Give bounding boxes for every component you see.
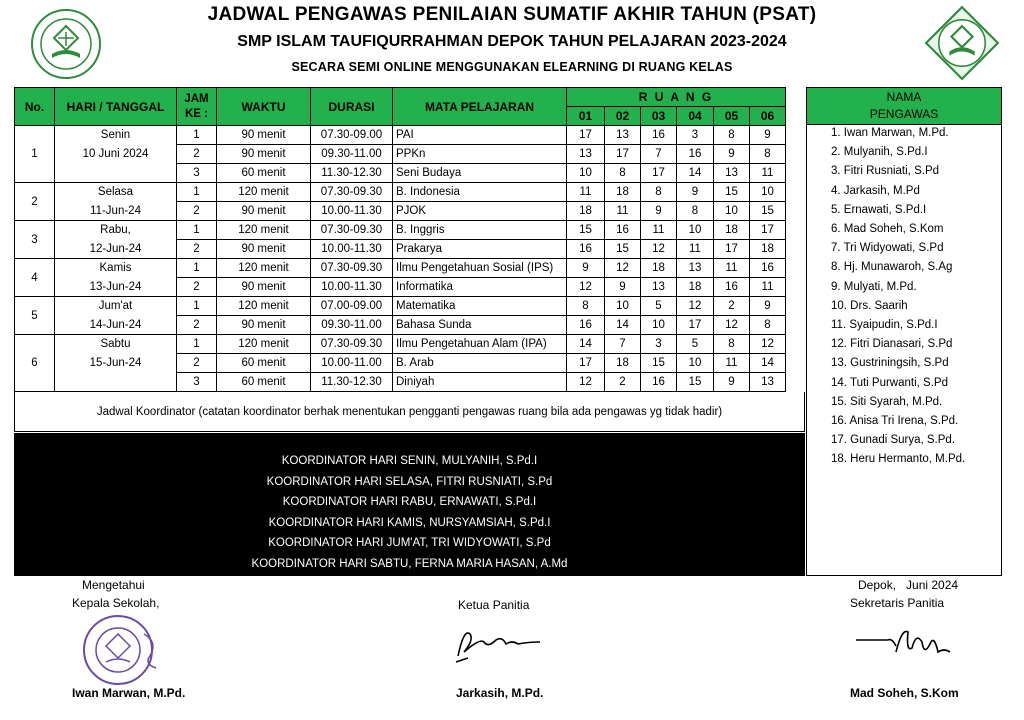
room-03-value: 11 bbox=[641, 221, 677, 240]
koordinator-item: KOORDINATOR HARI RABU, ERNAWATI, S.Pd.I bbox=[282, 496, 537, 508]
pengawas-item: 9. Mulyati, M.Pd. bbox=[831, 280, 917, 293]
room-06-value: 11 bbox=[750, 278, 786, 297]
ketua-panitia-name: Jarkasih, M.Pd. bbox=[456, 686, 544, 700]
pengawas-item: 16. Anisa Tri Irena, S.Pd. bbox=[831, 415, 959, 427]
koordinator-item: KOORDINATOR HARI JUM'AT, TRI WIDYOWATI, S.Pd bbox=[268, 537, 551, 549]
durasi: 07.30-09.00 bbox=[311, 126, 393, 145]
jam-ke: 2 bbox=[177, 240, 217, 259]
room-02-value: 9 bbox=[605, 278, 641, 297]
room-01-value: 16 bbox=[567, 316, 605, 335]
pengawas-item: 2. Mulyanih, S.Pd.I bbox=[831, 146, 928, 159]
room-05-value: 2 bbox=[714, 297, 750, 316]
durasi: 10.00-11.30 bbox=[311, 202, 393, 221]
durasi: 09.30-11.00 bbox=[311, 145, 393, 164]
mengetahui-label: Mengetahui bbox=[82, 578, 145, 592]
koordinator-item: KOORDINATOR HARI SELASA, FITRI RUSNIATI, S.Pd bbox=[266, 475, 553, 488]
ketua-signature bbox=[450, 618, 560, 666]
room-02-value: 13 bbox=[605, 126, 641, 145]
room-04-value: 17 bbox=[677, 316, 714, 335]
mata-pelajaran: Prakarya bbox=[393, 240, 567, 259]
room-06-value: 15 bbox=[750, 202, 786, 221]
jam-ke: 2 bbox=[177, 202, 217, 221]
waktu: 120 menit bbox=[217, 221, 311, 240]
mata-pelajaran: PAI bbox=[393, 126, 567, 145]
schedule-table bbox=[14, 87, 786, 392]
room-05-value: 18 bbox=[714, 221, 750, 240]
page-subtitle-2: SECARA SEMI ONLINE MENGGUNAKAN ELEARNING DI RUANG KELAS bbox=[291, 60, 733, 74]
room-05-value: 9 bbox=[714, 373, 750, 392]
room-05-value: 12 bbox=[714, 316, 750, 335]
room-01-value: 10 bbox=[567, 164, 605, 183]
place-date: Depok, Juni 2024 bbox=[858, 578, 959, 592]
room-01-value: 12 bbox=[567, 373, 605, 392]
day-name: Kamis bbox=[55, 259, 177, 278]
pengawas-item: 4. Jarkasih, M.Pd bbox=[831, 184, 920, 197]
room-05-value: 9 bbox=[714, 145, 750, 164]
pengawas-item: 14. Tuti Purwanti, S.Pd bbox=[831, 376, 948, 389]
room-05-value: 8 bbox=[714, 126, 750, 145]
waktu: 60 menit bbox=[217, 373, 311, 392]
room-01-value: 13 bbox=[567, 145, 605, 164]
room-02-value: 16 bbox=[605, 221, 641, 240]
mata-pelajaran: Ilmu Pengetahuan Alam (IPA) bbox=[393, 335, 567, 354]
room-05-value: 11 bbox=[714, 354, 750, 373]
sekretaris-panitia-name: Mad Soheh, S.Kom bbox=[850, 686, 959, 700]
schedule-row bbox=[15, 240, 786, 259]
room-04-value: 8 bbox=[677, 202, 714, 221]
room-04-value: 9 bbox=[677, 183, 714, 202]
pengawas-item: 13. Gustriningsih, S.Pd bbox=[831, 357, 949, 370]
koordinator-item: KOORDINATOR HARI SENIN, MULYANIH, S.Pd.I bbox=[281, 455, 538, 467]
day-number: 2 bbox=[15, 183, 55, 221]
room-05-value: 17 bbox=[714, 240, 750, 259]
pengawas-item: 15. Siti Syarah, M.Pd. bbox=[831, 395, 943, 408]
jam-ke: 1 bbox=[177, 126, 217, 145]
room-05-value: 13 bbox=[714, 164, 750, 183]
pengawas-item: 18. Heru Hermanto, M.Pd. bbox=[831, 453, 966, 466]
room-04-value: 5 bbox=[677, 335, 714, 354]
day-number: 6 bbox=[15, 335, 55, 392]
room-01-value: 8 bbox=[567, 297, 605, 316]
room-03-value: 7 bbox=[641, 145, 677, 164]
durasi: 09.30-11.00 bbox=[311, 316, 393, 335]
waktu: 90 menit bbox=[217, 202, 311, 221]
room-02-value: 12 bbox=[605, 259, 641, 278]
room-01-value: 17 bbox=[567, 354, 605, 373]
durasi: 11.30-12.30 bbox=[311, 373, 393, 392]
durasi: 10.00-11.30 bbox=[311, 278, 393, 297]
room-05-value: 15 bbox=[714, 183, 750, 202]
schedule-row bbox=[15, 183, 786, 202]
waktu: 60 menit bbox=[217, 164, 311, 183]
jam-ke: 2 bbox=[177, 316, 217, 335]
waktu: 120 menit bbox=[217, 335, 311, 354]
room-02-value: 15 bbox=[605, 240, 641, 259]
header-room-03: 03 bbox=[641, 107, 677, 126]
day-name: Selasa bbox=[55, 183, 177, 202]
waktu: 90 menit bbox=[217, 278, 311, 297]
mata-pelajaran: Matematika bbox=[393, 297, 567, 316]
mata-pelajaran: B. Inggris bbox=[393, 221, 567, 240]
room-06-value: 14 bbox=[750, 354, 786, 373]
mata-pelajaran: Informatika bbox=[393, 278, 567, 297]
waktu: 90 menit bbox=[217, 145, 311, 164]
page-subtitle: SMP ISLAM TAUFIQURRAHMAN DEPOK TAHUN PELAJARAN 2023-2024 bbox=[237, 33, 787, 50]
room-06-value: 13 bbox=[750, 373, 786, 392]
sekretaris-signature bbox=[852, 622, 962, 670]
room-03-value: 12 bbox=[641, 240, 677, 259]
header-room-04: 04 bbox=[677, 107, 714, 126]
day-date: 14-Jun-24 bbox=[55, 316, 177, 335]
mata-pelajaran: Bahasa Sunda bbox=[393, 316, 567, 335]
room-04-value: 15 bbox=[677, 373, 714, 392]
jam-ke: 1 bbox=[177, 297, 217, 316]
pengawas-item: 3. Fitri Rusniati, S.Pd bbox=[831, 165, 940, 178]
room-03-value: 9 bbox=[641, 202, 677, 221]
day-date: 15-Jun-24 bbox=[55, 354, 177, 373]
day-name: Rabu, bbox=[55, 221, 177, 240]
waktu: 120 menit bbox=[217, 297, 311, 316]
room-02-value: 7 bbox=[605, 335, 641, 354]
schedule-row bbox=[15, 373, 786, 392]
room-06-value: 17 bbox=[750, 221, 786, 240]
room-04-value: 14 bbox=[677, 164, 714, 183]
school-logo-left bbox=[30, 8, 102, 80]
jam-ke: 2 bbox=[177, 354, 217, 373]
sekretaris-panitia-label: Sekretaris Panitia bbox=[850, 596, 945, 610]
room-05-value: 11 bbox=[714, 259, 750, 278]
room-01-value: 18 bbox=[567, 202, 605, 221]
room-05-value: 16 bbox=[714, 278, 750, 297]
room-02-value: 10 bbox=[605, 297, 641, 316]
kepala-sekolah-label: Kepala Sekolah, bbox=[72, 596, 160, 610]
durasi: 07.30-09.30 bbox=[311, 259, 393, 278]
kepala-sekolah-name: Iwan Marwan, M.Pd. bbox=[72, 686, 186, 700]
pengawas-panel bbox=[806, 87, 1002, 576]
room-03-value: 3 bbox=[641, 335, 677, 354]
schedule-row bbox=[15, 164, 786, 183]
room-04-value: 12 bbox=[677, 297, 714, 316]
header-room-01: 01 bbox=[567, 107, 605, 126]
room-01-value: 17 bbox=[567, 126, 605, 145]
jam-ke: 1 bbox=[177, 221, 217, 240]
room-02-value: 18 bbox=[605, 183, 641, 202]
schedule-row bbox=[15, 354, 786, 373]
jam-ke: 3 bbox=[177, 373, 217, 392]
room-03-value: 8 bbox=[641, 183, 677, 202]
durasi: 07.30-09.30 bbox=[311, 335, 393, 354]
mata-pelajaran: PPKn bbox=[393, 145, 567, 164]
pengawas-item: 5. Ernawati, S.Pd.I bbox=[831, 203, 927, 216]
pengawas-item: 6. Mad Soheh, S.Kom bbox=[831, 223, 944, 235]
durasi: 11.30-12.30 bbox=[311, 164, 393, 183]
waktu: 60 menit bbox=[217, 354, 311, 373]
durasi: 10.00-11.30 bbox=[311, 240, 393, 259]
mata-pelajaran: Diniyah bbox=[393, 373, 567, 392]
schedule-row bbox=[15, 145, 786, 164]
waktu: 90 menit bbox=[217, 126, 311, 145]
schedule-row bbox=[15, 221, 786, 240]
durasi: 07.30-09.30 bbox=[311, 221, 393, 240]
day-number: 5 bbox=[15, 297, 55, 335]
room-01-value: 12 bbox=[567, 278, 605, 297]
durasi: 07.30-09.30 bbox=[311, 183, 393, 202]
koordinator-item: KOORDINATOR HARI KAMIS, NURSYAMSIAH, S.Pd.I bbox=[268, 516, 551, 529]
header-room-02: 02 bbox=[605, 107, 641, 126]
durasi: 10.00-11.00 bbox=[311, 354, 393, 373]
mata-pelajaran: Seni Budaya bbox=[393, 164, 567, 183]
room-01-value: 9 bbox=[567, 259, 605, 278]
schedule-row bbox=[15, 126, 786, 145]
header-room-05: 05 bbox=[714, 107, 750, 126]
schedule-row bbox=[15, 335, 786, 354]
jam-ke: 2 bbox=[177, 145, 217, 164]
header-jam: JAM KE : bbox=[177, 88, 217, 126]
header-ruang: R U A N G bbox=[567, 88, 786, 107]
pengawas-item: 1. Iwan Marwan, M.Pd. bbox=[831, 127, 949, 139]
pengawas-item: 12. Fitri Dianasari, S.Pd bbox=[831, 338, 953, 351]
day-date: 11-Jun-24 bbox=[55, 202, 177, 221]
day-number: 3 bbox=[15, 221, 55, 259]
room-06-value: 9 bbox=[750, 297, 786, 316]
day-cell bbox=[55, 164, 177, 183]
room-01-value: 11 bbox=[567, 183, 605, 202]
room-01-value: 14 bbox=[567, 335, 605, 354]
room-02-value: 2 bbox=[605, 373, 641, 392]
pengawas-item: 8. Hj. Munawaroh, S.Ag bbox=[831, 261, 953, 274]
mata-pelajaran: B. Indonesia bbox=[393, 183, 567, 202]
room-05-value: 10 bbox=[714, 202, 750, 221]
room-04-value: 13 bbox=[677, 259, 714, 278]
header-mapel: MATA PELAJARAN bbox=[393, 88, 567, 126]
header-hari: HARI / TANGGAL bbox=[55, 88, 177, 126]
room-02-value: 17 bbox=[605, 145, 641, 164]
room-03-value: 16 bbox=[641, 126, 677, 145]
day-date: 12-Jun-24 bbox=[55, 240, 177, 259]
room-06-value: 16 bbox=[750, 259, 786, 278]
day-date: 10 Juni 2024 bbox=[55, 145, 177, 164]
room-06-value: 8 bbox=[750, 316, 786, 335]
header-durasi: DURASI bbox=[311, 88, 393, 126]
day-date: 13-Jun-24 bbox=[55, 278, 177, 297]
room-06-value: 18 bbox=[750, 240, 786, 259]
pengawas-item: 7. Tri Widyowati, S.Pd bbox=[831, 242, 944, 255]
room-06-value: 8 bbox=[750, 145, 786, 164]
room-03-value: 16 bbox=[641, 373, 677, 392]
koordinator-note: Jadwal Koordinator (catatan koordinator berhak menentukan pengganti pengawas ruang bila ada pengawas yg tidak hadir) bbox=[14, 392, 805, 432]
jam-ke: 2 bbox=[177, 278, 217, 297]
room-02-value: 11 bbox=[605, 202, 641, 221]
room-02-value: 14 bbox=[605, 316, 641, 335]
koordinator-box bbox=[14, 433, 805, 576]
room-04-value: 18 bbox=[677, 278, 714, 297]
waktu: 120 menit bbox=[217, 183, 311, 202]
schedule-row bbox=[15, 316, 786, 335]
waktu: 120 menit bbox=[217, 259, 311, 278]
header-no: No. bbox=[15, 88, 55, 126]
room-06-value: 10 bbox=[750, 183, 786, 202]
day-name: Jum'at bbox=[55, 297, 177, 316]
school-logo-right bbox=[924, 5, 1000, 81]
room-03-value: 10 bbox=[641, 316, 677, 335]
koordinator-item: KOORDINATOR HARI SABTU, FERNA MARIA HASAN, A.Md bbox=[251, 557, 568, 570]
jam-ke: 1 bbox=[177, 335, 217, 354]
room-02-value: 18 bbox=[605, 354, 641, 373]
mata-pelajaran: PJOK bbox=[393, 202, 567, 221]
room-04-value: 11 bbox=[677, 240, 714, 259]
room-01-value: 15 bbox=[567, 221, 605, 240]
room-04-value: 3 bbox=[677, 126, 714, 145]
mata-pelajaran: Ilmu Pengetahuan Sosial (IPS) bbox=[393, 259, 567, 278]
room-03-value: 18 bbox=[641, 259, 677, 278]
header-waktu: WAKTU bbox=[217, 88, 311, 126]
schedule-row bbox=[15, 202, 786, 221]
room-04-value: 16 bbox=[677, 145, 714, 164]
day-name: Senin bbox=[55, 126, 177, 145]
day-cell bbox=[55, 373, 177, 392]
room-06-value: 9 bbox=[750, 126, 786, 145]
jam-ke: 1 bbox=[177, 183, 217, 202]
durasi: 07.00-09.00 bbox=[311, 297, 393, 316]
room-05-value: 8 bbox=[714, 335, 750, 354]
room-01-value: 16 bbox=[567, 240, 605, 259]
mata-pelajaran: B. Arab bbox=[393, 354, 567, 373]
room-06-value: 11 bbox=[750, 164, 786, 183]
schedule-row bbox=[15, 278, 786, 297]
header-room-06: 06 bbox=[750, 107, 786, 126]
room-02-value: 8 bbox=[605, 164, 641, 183]
pengawas-item: 11. Syaipudin, S.Pd.I bbox=[831, 319, 938, 331]
pengawas-item: 17. Gunadi Surya, S.Pd. bbox=[831, 434, 956, 447]
room-04-value: 10 bbox=[677, 221, 714, 240]
day-number: 1 bbox=[15, 126, 55, 183]
day-number: 4 bbox=[15, 259, 55, 297]
room-03-value: 15 bbox=[641, 354, 677, 373]
jam-ke: 3 bbox=[177, 164, 217, 183]
school-stamp bbox=[78, 612, 170, 688]
page-title: JADWAL PENGAWAS PENILAIAN SUMATIF AKHIR TAHUN (PSAT) bbox=[207, 4, 817, 25]
waktu: 90 menit bbox=[217, 316, 311, 335]
schedule-row bbox=[15, 259, 786, 278]
room-03-value: 13 bbox=[641, 278, 677, 297]
schedule-row bbox=[15, 297, 786, 316]
pengawas-item: 10. Drs. Saarih bbox=[831, 299, 908, 312]
jam-ke: 1 bbox=[177, 259, 217, 278]
room-06-value: 12 bbox=[750, 335, 786, 354]
room-03-value: 17 bbox=[641, 164, 677, 183]
day-name: Sabtu bbox=[55, 335, 177, 354]
waktu: 90 menit bbox=[217, 240, 311, 259]
room-04-value: 10 bbox=[677, 354, 714, 373]
header-nama-pengawas: NAMA PENGAWAS bbox=[807, 88, 1001, 125]
room-03-value: 5 bbox=[641, 297, 677, 316]
ketua-panitia-label: Ketua Panitia bbox=[458, 598, 530, 612]
